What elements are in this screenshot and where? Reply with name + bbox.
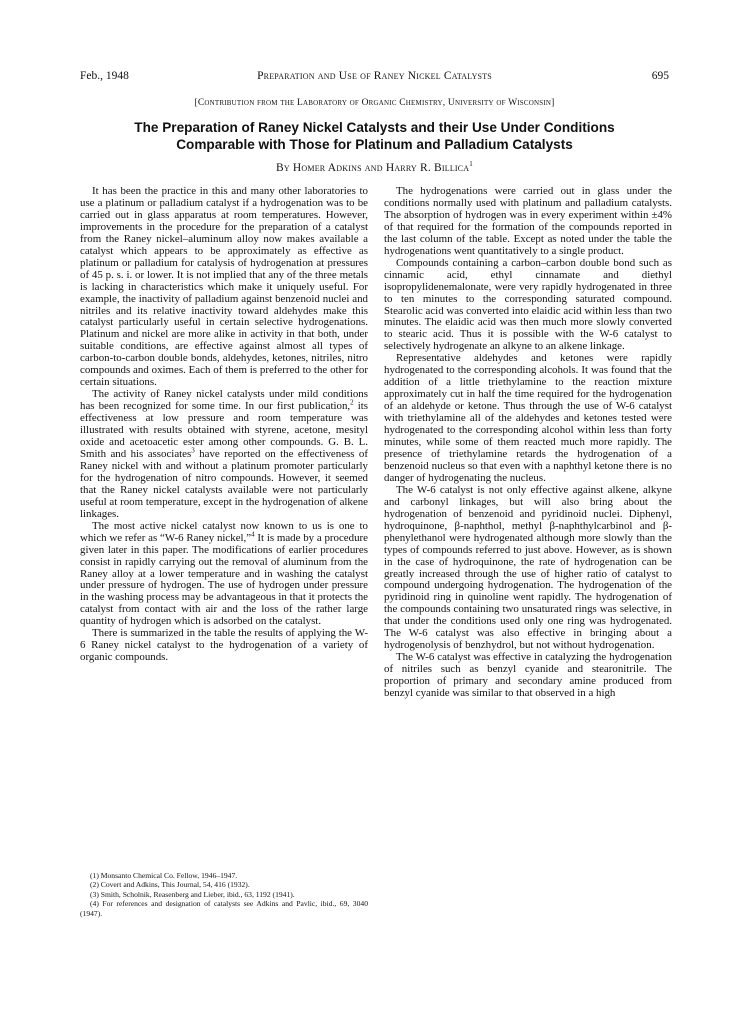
authors: By Homer Adkins and Harry R. Billica: [276, 162, 470, 174]
paragraph: The most active nickel catalyst now known to us is one to which we refer as “W-6 Raney nickel,”$^4$ It is made by a procedure given later in this paper. The modifications of earlier procedures consist in rapidly carrying out the removal of aluminum from the Raney alloy at a lower temperature and in washing the catalyst under pressure of hydrogen. The use of hydrogen under pressure in the washing process may be advantageous in that it protects the catalyst from contact with air and the loss of the rather large quantity of hydrogen which is adsorbed on the catalyst.: [80, 519, 368, 628]
paragraph: Compounds containing a carbon–carbon double bond such as cinnamic acid, ethyl cinnamate and diethyl isopropylidenemalonate, were very rapidly hydrogenated in three to ten minutes to the corresponding saturated compound. Stearolic acid was converted into elaidic acid within less than two minutes. The elaidic acid was then much more slowly converted to stearic acid. Thus it is possible with the W-6 catalyst to selectively hydrogenate an alkyne to an alkene linkage.: [384, 256, 672, 353]
running-header: [80, 70, 669, 84]
contribution-line: [Contribution from the Laboratory of Organic Chemistry, University of Wisconsin]: [194, 98, 555, 108]
paragraph: The W-6 catalyst is not only effective against alkene, alkyne and carbonyl linkages, but will also bring about the hydrogenation of benzenoid and pyridinoid nuclei. Diphenyl, hydroquinone, β-naphthol, methyl β-naphthylcarbinol and β-phenylethanol were hydrogenated although more slowly than the types of compounds referred to just above. However, as is shown in the case of hydroquinone, the rate of hydrogenation can be greatly increased through the use of higher ratio of catalyst to compound undergoing hydrogenation. The hydrogenation of the pyridinoid ring in quinoline went rapidly. The hydrogenation of the compounds containing two unsaturated rings was selective, in that under the conditions used only one ring was hydrogenated. The W-6 catalyst was also effective in bringing about a hydrogenolysis of benzhydrol, but not without hydrogenation.: [384, 483, 672, 652]
left-column: [80, 186, 368, 664]
running-title: Preparation and Use of Raney Nickel Catalysts: [257, 70, 492, 82]
title-line-1: The Preparation of Raney Nickel Catalysts and their Use Under Conditions: [134, 120, 615, 135]
header-date: Feb., 1948: [80, 70, 129, 82]
author-footnote-mark: 1: [469, 160, 473, 169]
footnote-ref: 4: [251, 530, 255, 539]
article-title: [80, 119, 669, 153]
paragraph: It has been the practice in this and many other laboratories to use a platinum or palladium catalyst if a hydrogenation was to be carried out in glass apparatus at room temperatures. However, improvements in the procedure for the preparation of a catalyst from the Raney nickel–aluminum alloy now makes available a catalyst which appears to be approximately as effective as platinum or palladium for catalysis of hydrogenation at pressures of 45 p. s. i. or lower. It is not implied that any of the three metals is lacking in characteristics which make it uniquely useful. For example, the inactivity of palladium against benzenoid nuclei and nitriles and its relative inactivity toward aldehydes make this catalyst particularly useful in certain selective hydrogenations. Platinum and nickel are more alike in activity in that both, under suitable conditions, are effective against almost all types of carbon-to-carbon double bonds, aldehydes, ketones, nitriles, nitro compounds and oximes. Each of them is preferred to the other for certain situations.: [80, 185, 368, 389]
footnote: (3) Smith, Scholnik, Reasenberg and Lieber, ibid., 63, 1192 (1941).: [90, 889, 295, 899]
paragraph: The hydrogenations were carried out in glass under the conditions normally used with platinum and palladium catalysts. The absorption of hydrogen was in every experiment within ±4% of that required for the formation of the compounds reported in the last column of the table. Except as noted under the table the hydrogenations went quantitatively to a single product.: [384, 185, 672, 257]
page-number: 695: [651, 70, 669, 82]
footnotes: [80, 871, 368, 918]
footnote-ref: 3: [191, 446, 195, 455]
paragraph: The activity of Raney nickel catalysts under mild conditions has been recognized for some time. In our first publication,$^2$ its effectiveness at low pressure and room temperature was illustrated with results obtained with styrene, acetone, mesityl oxide and acetoacetic ester among other compounds. G. B. L. Smith and his associates$^3$ have reported on the effectiveness of Raney nickel with and without a platinum promoter particularly for the hydrogenation of nitro compounds. However, it seemed that the Raney nickel catalysts available were not particularly useful at room temperature, except in the hydrogenation of alkene linkages.: [80, 388, 369, 520]
footnote: (1) Monsanto Chemical Co. Fellow, 1946–1947.: [90, 871, 238, 880]
paragraph: The W-6 catalyst was effective in catalyzing the hydrogenation of nitriles such as benzyl cyanide and stearonitrile. The proportion of primary and secondary amine produced from benzyl cyanide was similar to that observed in a high: [384, 651, 672, 700]
title-line-2: Comparable with Those for Platinum and Palladium Catalysts: [176, 137, 573, 152]
right-column: [384, 186, 672, 700]
paragraph: There is summarized in the table the results of applying the W-6 Raney nickel catalyst to the hydrogenation of a variety of organic compounds.: [80, 627, 368, 664]
footnote-ref: 2: [350, 398, 354, 407]
paragraph: Representative aldehydes and ketones were rapidly hydrogenated to the corresponding alcohols. It was found that the addition of a little triethylamine to the reaction mixture approximately cut in half the time required for the hydrogenation of an aldehyde or ketone. Thus through the use of W-6 catalyst with triethylamine all of the aldehydes and ketones tested were hydrogenated to the corresponding alcohol within less than forty minutes, while some of them reacted much more rapidly. The presence of triethylamine retards the hydrogenation of a benzenoid nucleus so that even with a naphthyl ketone there is no danger of hydrogenating the nucleus.: [384, 352, 672, 484]
footnote: (4) For references and designation of catalysts see Adkins and Pavlic, ibid., 69, 3040 (1947).: [80, 899, 368, 918]
footnote: (2) Covert and Adkins, This Journal, 54, 416 (1932).: [90, 880, 250, 890]
byline: [80, 162, 669, 174]
